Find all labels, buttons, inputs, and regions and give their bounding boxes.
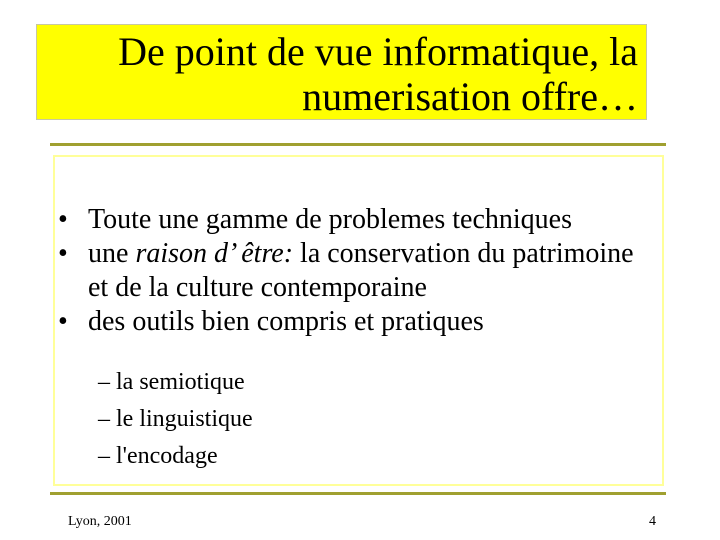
bullet-item [58,305,658,339]
slide-title [36,24,647,120]
bullet-list [58,203,658,339]
sub-bullet-item: – la semiotique [98,369,245,395]
bullet-text-rest: la conservation du patrimoine et de la culture contemporaine [88,238,634,303]
bullet-item [58,237,658,305]
bullet-icon: • [58,204,68,235]
bullet-text-emphasis: raison d’ être: [135,238,294,269]
bottom-divider [50,492,666,495]
sub-bullet-list [98,364,253,475]
bullet-text: des outils bien compris et pratiques [88,306,484,337]
footer-location-date: Lyon, 2001 [68,514,132,529]
title-line-1: De point de vue informatique, la [118,29,638,74]
sub-bullet-item: – l'encodage [98,443,218,469]
sub-bullet-item: – le linguistique [98,406,253,432]
bullet-text-prefix: une [88,238,136,269]
title-line-2: numerisation offre… [302,74,638,119]
bullet-icon: • [58,238,68,269]
bullet-item [58,203,658,237]
top-divider [50,143,666,146]
bullet-icon: • [58,306,68,337]
bullet-text: Toute une gamme de problemes techniques [88,204,572,235]
page-number: 4 [649,514,656,529]
